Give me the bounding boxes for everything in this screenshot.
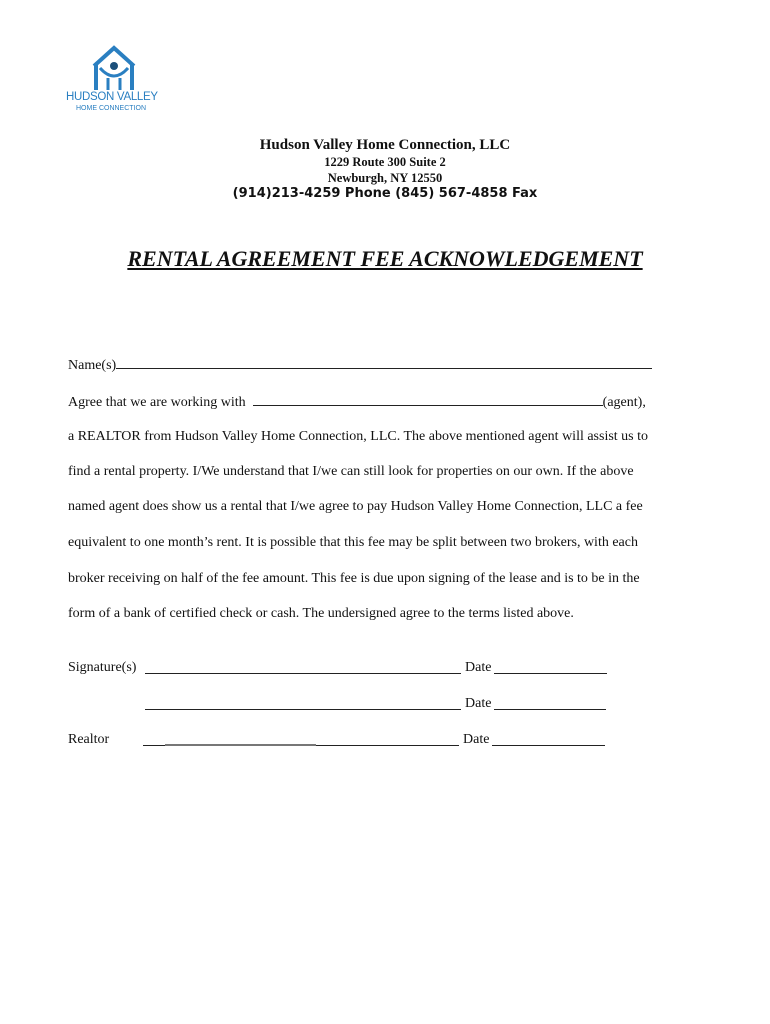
agent-field[interactable]	[253, 393, 603, 406]
company-name: Hudson Valley Home Connection, LLC	[259, 137, 511, 153]
paragraph-line: broker receiving on half of the fee amount. This fee is due upon signing of the lease and is to be in the	[68, 571, 640, 586]
date-label: Date	[465, 696, 492, 711]
date-field-3[interactable]	[492, 733, 605, 746]
document-title: RENTAL AGREEMENT FEE ACKNOWLEDGEMENT	[127, 246, 643, 271]
logo-subtext: HOME CONNECTION	[76, 105, 146, 112]
paragraph-line: named agent does show us a rental that I/we agree to pay Hudson Valley Home Connection, LLC a fee	[68, 499, 643, 514]
agree-label: Agree that we are working with	[68, 395, 246, 410]
realtor-label: Realtor	[68, 732, 110, 747]
phone-fax: (914)213-4259 Phone (845) 567-4858 Fax	[232, 186, 538, 201]
address-line-2: Newburgh, NY 12550	[327, 171, 443, 185]
logo-text: HUDSON VALLEY	[66, 91, 158, 103]
company-logo	[64, 44, 164, 116]
names-label: Name(s)	[68, 358, 117, 373]
names-field[interactable]	[116, 356, 652, 369]
date-label: Date	[465, 660, 492, 675]
paragraph-line: find a rental property. I/We understand that I/we can still look for properties on our own. If the above	[68, 464, 634, 479]
agent-suffix: (agent),	[602, 395, 646, 410]
names-row	[68, 356, 652, 374]
signature-label: Signature(s)	[68, 660, 137, 675]
date-field-2[interactable]	[494, 697, 606, 710]
date-field-1[interactable]	[494, 661, 607, 674]
agent-row	[68, 393, 646, 411]
house-logo-icon	[64, 44, 164, 94]
address-line-1: 1229 Route 300 Suite 2	[324, 155, 446, 169]
date-label: Date	[463, 732, 490, 747]
signature-field-1[interactable]	[145, 661, 461, 674]
paragraph-line: form of a bank of certified check or cash. The undersigned agree to the terms listed above.	[68, 606, 574, 621]
paragraph-line: equivalent to one month’s rent. It is possible that this fee may be split between two brokers, with each	[68, 535, 638, 550]
realtor-prefilled-line	[165, 744, 316, 746]
signature-field-2[interactable]	[145, 697, 461, 710]
paragraph-line: a REALTOR from Hudson Valley Home Connection, LLC. The above mentioned agent will assist us to	[68, 429, 649, 444]
